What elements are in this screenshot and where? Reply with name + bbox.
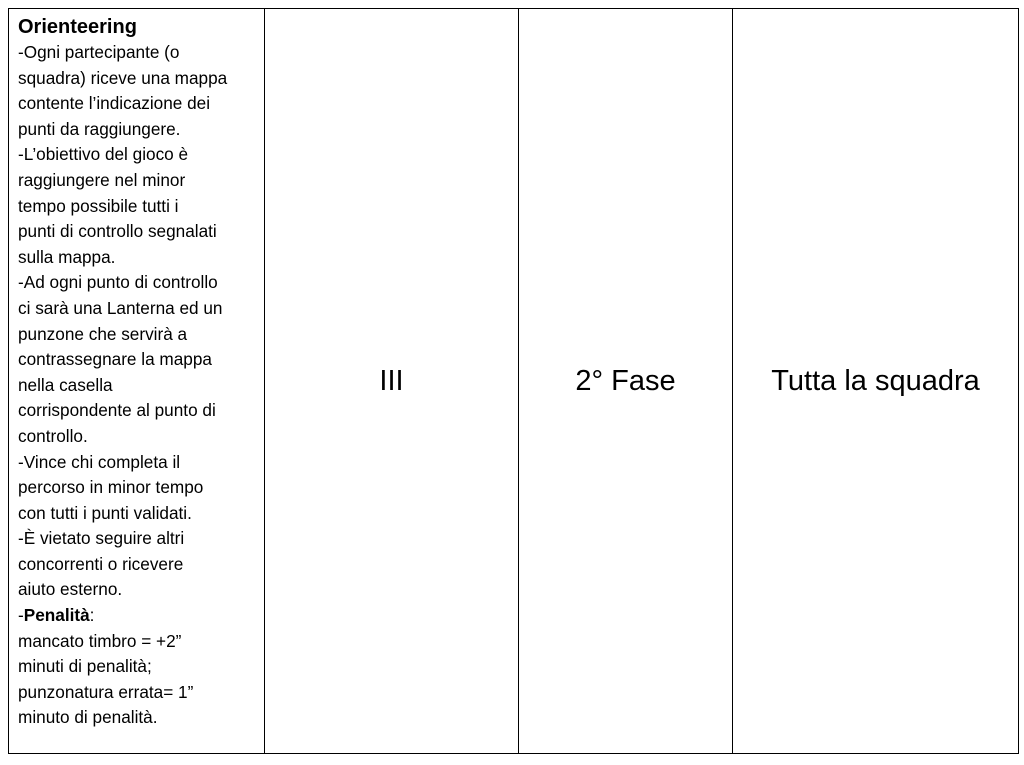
penalty-heading — [18, 603, 256, 629]
description-line: corrispondente al punto di — [18, 400, 216, 421]
description-line: punzone che servirà a — [18, 323, 188, 344]
penalty-label: Penalità — [23, 605, 90, 626]
description-line: raggiungere nel minor — [18, 169, 186, 190]
description-line: concorrenti o ricevere — [18, 553, 184, 574]
description-line: con tutti i punti validati. — [18, 502, 192, 523]
description-line: aiuto esterno. — [18, 579, 123, 600]
penalty-line: mancato timbro = +2” — [18, 630, 182, 651]
activity-title: Orienteering — [18, 16, 137, 38]
description-line: -È vietato seguire altri — [18, 528, 185, 549]
description-line: controllo. — [18, 425, 88, 446]
description-line: -Ogni partecipante (o — [18, 42, 180, 62]
description-cell — [9, 9, 265, 754]
penalty-prefix: - — [18, 605, 24, 626]
description-line: contente l’indicazione dei — [18, 93, 211, 114]
penalty-suffix: : — [89, 605, 95, 626]
activity-row — [9, 9, 1019, 754]
description-line: percorso in minor tempo — [18, 477, 204, 498]
penalty-line: minuti di penalità; — [18, 656, 152, 677]
penalty-line: punzonatura errata= 1” — [18, 681, 194, 702]
description-line: sulla mappa. — [18, 246, 116, 267]
activity-table — [8, 8, 1019, 754]
description-line: nella casella — [18, 374, 113, 395]
description-line: -L’obiettivo del gioco è — [18, 144, 189, 165]
description-text — [18, 40, 256, 731]
description-line: contrassegnare la mappa — [18, 349, 212, 370]
phase-cell: 2° Fase — [519, 9, 733, 754]
description-line: -Ad ogni punto di controllo — [18, 272, 218, 293]
participants-cell: Tutta la squadra — [733, 9, 1019, 754]
penalty-line: minuto di penalità. — [18, 707, 158, 728]
description-line: punti di controllo segnalati — [18, 221, 217, 242]
description-line: squadra) riceve una mappa — [18, 67, 228, 88]
description-line: ci sarà una Lanterna ed un — [18, 297, 223, 318]
description-line: -Vince chi completa il — [18, 451, 181, 472]
description-line: punti da raggiungere. — [18, 118, 181, 139]
level-cell: III — [265, 9, 519, 754]
description-line: tempo possibile tutti i — [18, 195, 179, 216]
